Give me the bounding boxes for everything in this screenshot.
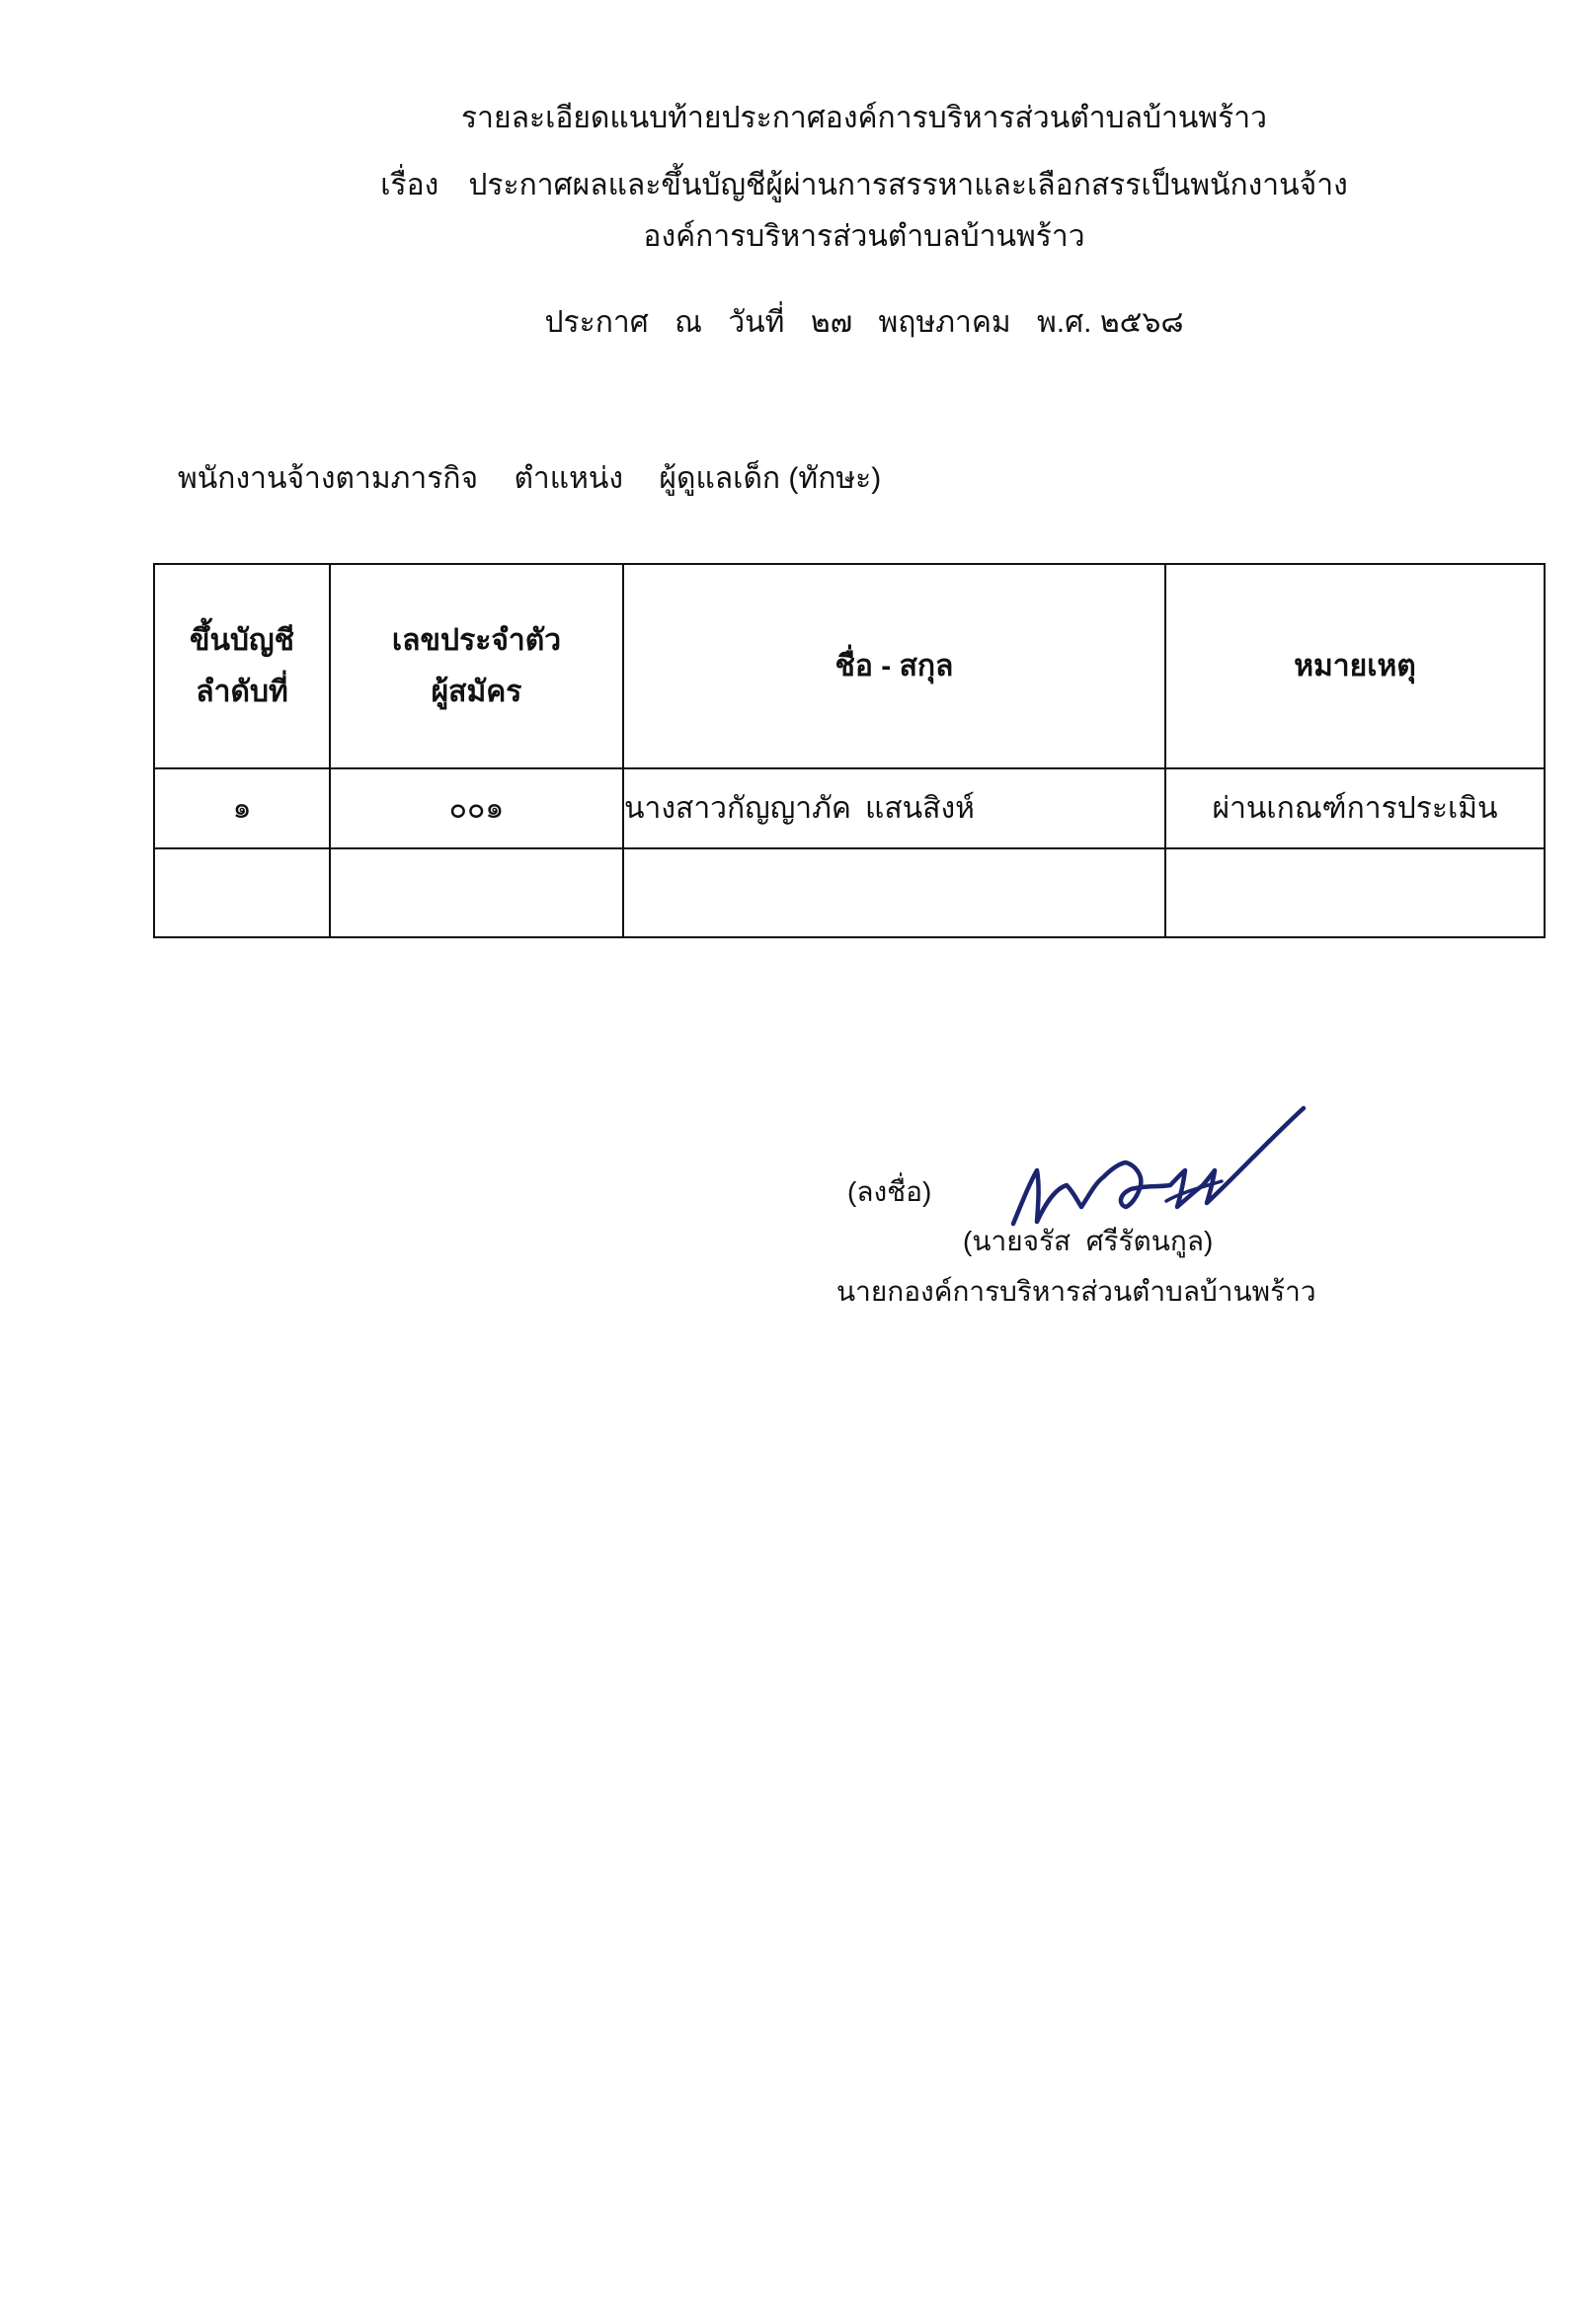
cell-empty — [330, 848, 623, 937]
cell-last-name: แสนสิงห์ — [864, 792, 975, 825]
cell-empty — [623, 848, 1165, 937]
date-day: ๒๗ — [810, 306, 853, 339]
results-table — [153, 563, 1546, 938]
subject-label: เรื่อง — [380, 169, 439, 201]
organization-name: องค์การบริหารส่วนตำบลบ้านพร้าว — [643, 220, 1085, 253]
header-remark-line-1: หมายเหตุ — [1294, 649, 1416, 682]
employment-type: พนักงานจ้างตามภารกิจ — [178, 462, 479, 495]
date-day-label: วันที่ — [728, 306, 785, 339]
position-name: ผู้ดูแลเด็ก (ทักษะ) — [659, 462, 882, 495]
date-year: พ.ศ. ๒๕๖๘ — [1037, 306, 1184, 339]
header-applicant-no-line-2: ผู้สมัคร — [431, 675, 522, 708]
subject-line — [140, 166, 1588, 205]
cell-empty — [1165, 848, 1545, 937]
position-line — [178, 459, 881, 499]
date-prefix: ประกาศ — [544, 306, 649, 339]
header-applicant-no-line-1: เลขประจำตัว — [391, 623, 562, 657]
table-row — [154, 768, 1545, 848]
handwritten-signature — [992, 1098, 1318, 1237]
cell-empty — [154, 848, 330, 937]
header-rank — [154, 564, 330, 768]
date-at: ณ — [675, 306, 702, 339]
signature-stroke — [1013, 1108, 1304, 1224]
table-header-row — [154, 564, 1545, 768]
header-name-line-1: ชื่อ - สกุล — [834, 649, 954, 682]
header-remark — [1165, 564, 1545, 768]
cell-applicant-no: ๐๐๑ — [330, 768, 623, 848]
table-row-empty — [154, 848, 1545, 937]
header-applicant-no — [330, 564, 623, 768]
subject-text: ประกาศผลและขึ้นบัญชีผู้ผ่านการสรรหาและเลือกสรรเป็นพนักงานจ้าง — [468, 169, 1348, 201]
date-month: พฤษภาคม — [878, 306, 1011, 339]
signer-name: (นายจรัส ศรีรัตนกูล) — [963, 1226, 1214, 1256]
header-rank-line-2: ลำดับที่ — [196, 675, 288, 708]
sign-label: (ลงชื่อ) — [847, 1176, 932, 1207]
position-label: ตำแหน่ง — [514, 462, 624, 495]
cell-remark: ผ่านเกณฑ์การประเมิน — [1165, 768, 1545, 848]
signer-title: นายกองค์การบริหารส่วนตำบลบ้านพร้าว — [836, 1276, 1316, 1307]
announcement-date-line — [140, 303, 1588, 343]
cell-name — [623, 768, 1165, 848]
header-rank-line-1: ขึ้นบัญชี — [190, 623, 294, 657]
cell-first-name: นางสาวกัญญาภัค — [624, 792, 851, 825]
header-name — [623, 564, 1165, 768]
cell-rank: ๑ — [154, 768, 330, 848]
attachment-title: รายละเอียดแนบท้ายประกาศองค์การบริหารส่วนตำบลบ้านพร้าว — [461, 102, 1267, 134]
